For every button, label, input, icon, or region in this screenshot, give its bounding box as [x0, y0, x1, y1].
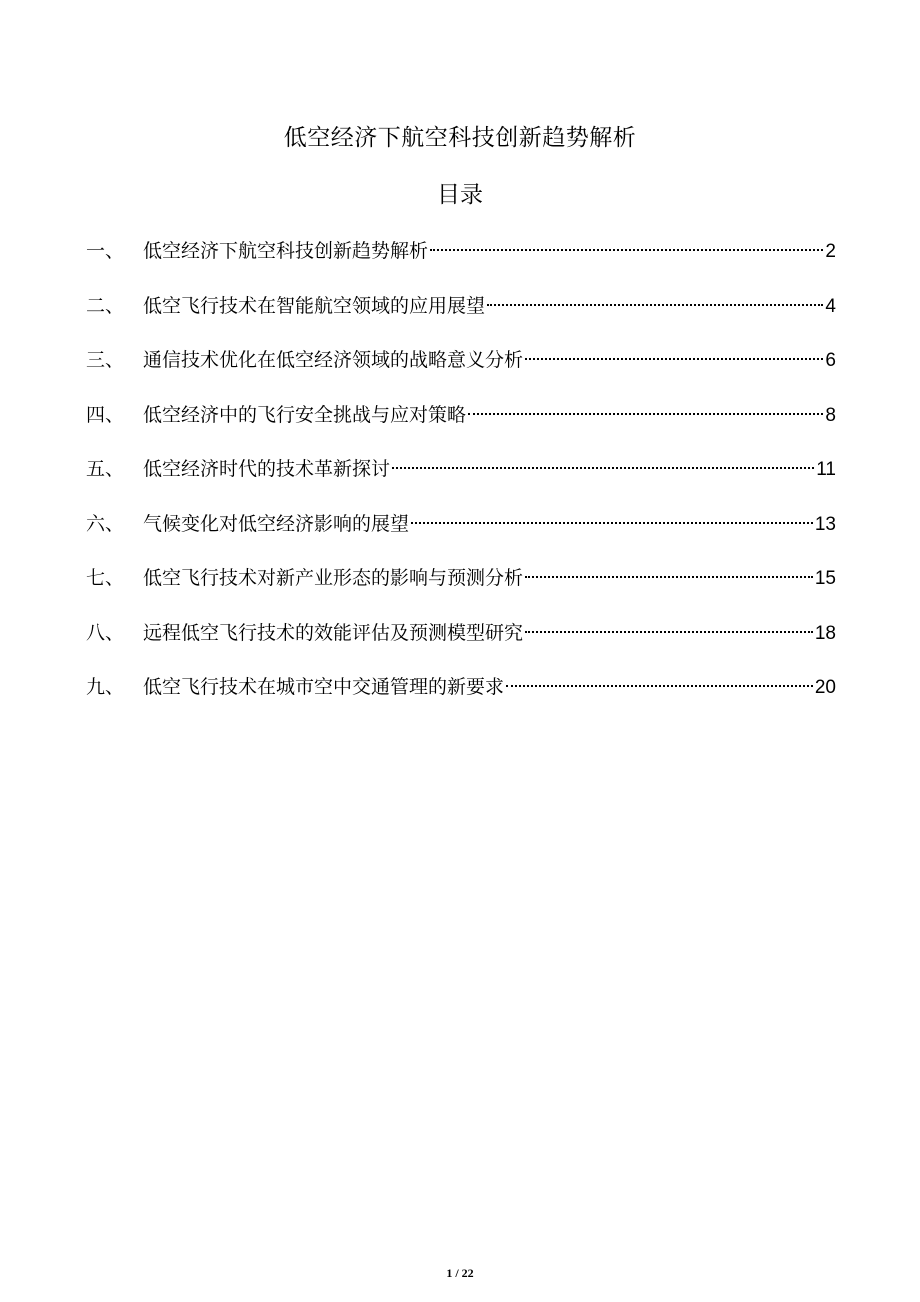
toc-entry-number: 九、 — [86, 676, 125, 698]
toc-entry-title: 低空经济时代的技术革新探讨 — [143, 458, 391, 480]
toc-entry[interactable] — [86, 287, 836, 342]
document-title: 低空经济下航空科技创新趋势解析 — [283, 125, 637, 151]
toc-entry-title: 远程低空飞行技术的效能评估及预测模型研究 — [143, 621, 524, 644]
toc-entry-number: 八、 — [86, 621, 125, 644]
toc-dot-leader — [525, 358, 823, 360]
toc-entry[interactable] — [86, 559, 836, 614]
table-of-contents — [86, 232, 836, 723]
toc-entry-number: 二、 — [86, 294, 125, 317]
toc-entry-title: 低空经济中的飞行安全挑战与应对策略 — [143, 403, 467, 426]
toc-entry-page: 4 — [825, 295, 836, 317]
toc-entry-title: 气候变化对低空经济影响的展望 — [143, 512, 410, 535]
toc-entry-number: 三、 — [86, 349, 125, 371]
toc-heading: 目录 — [437, 182, 483, 208]
toc-entry-page: 2 — [825, 241, 836, 262]
toc-entry-title: 低空飞行技术对新产业形态的影响与预测分析 — [143, 567, 524, 589]
toc-entry-page: 18 — [814, 622, 836, 644]
toc-entry-number: 六、 — [86, 512, 125, 535]
toc-entry[interactable] — [86, 341, 836, 396]
toc-dot-leader — [506, 685, 813, 687]
toc-entry-page: 6 — [825, 350, 836, 371]
toc-dot-leader — [392, 467, 814, 469]
toc-dot-leader — [487, 304, 823, 306]
toc-entry[interactable] — [86, 614, 836, 669]
toc-entry-number: 四、 — [86, 403, 125, 426]
page-number-footer: 1 / 22 — [446, 1266, 474, 1280]
toc-dot-leader — [525, 576, 813, 578]
toc-entry-page: 8 — [825, 404, 836, 426]
toc-entry[interactable] — [86, 668, 836, 723]
toc-entry[interactable] — [86, 450, 836, 505]
toc-entry-title: 低空飞行技术在智能航空领域的应用展望 — [143, 294, 486, 317]
toc-entry[interactable] — [86, 232, 836, 287]
toc-entry-title: 低空飞行技术在城市空中交通管理的新要求 — [143, 676, 505, 698]
toc-entry-number: 七、 — [86, 567, 125, 589]
toc-entry-number: 一、 — [86, 240, 125, 262]
toc-entry-number: 五、 — [86, 458, 125, 480]
toc-entry-page: 11 — [816, 459, 836, 480]
toc-entry[interactable] — [86, 505, 836, 560]
toc-entry-page: 20 — [814, 677, 836, 698]
toc-dot-leader — [411, 522, 813, 524]
toc-entry-page: 15 — [814, 568, 836, 589]
toc-dot-leader — [525, 631, 813, 633]
toc-entry[interactable] — [86, 396, 836, 451]
toc-entry-title: 通信技术优化在低空经济领域的战略意义分析 — [143, 349, 524, 371]
toc-dot-leader — [468, 413, 823, 415]
toc-entry-title: 低空经济下航空科技创新趋势解析 — [143, 240, 429, 262]
toc-entry-page: 13 — [814, 513, 836, 535]
toc-dot-leader — [430, 249, 823, 251]
